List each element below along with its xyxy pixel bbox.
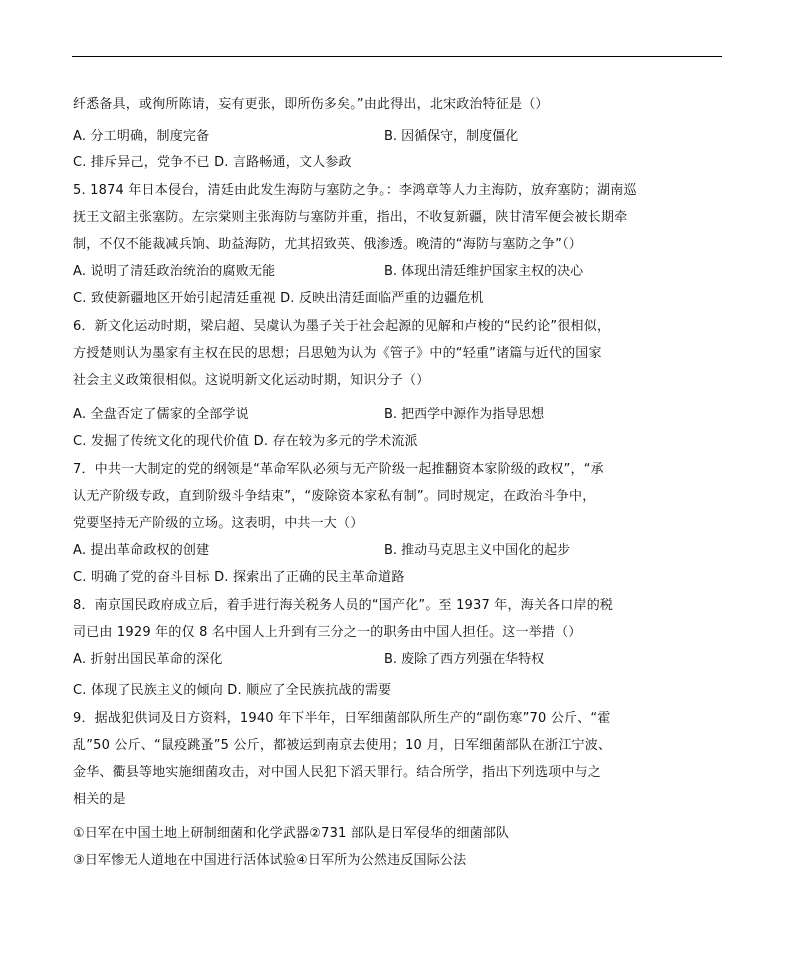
q7-stem-line3: 党要坚持无产阶级的立场。这表明，中共一大（）: [73, 516, 364, 531]
q9-stem-line3: 金华、衢县等地实施细菌攻击，对中国人民犯下滔天罪行。结合所学，指出下列选项中与之: [73, 765, 602, 780]
q6-option-cd: C. 发掘了传统文化的现代价值 D. 存在较为多元的学术流派: [73, 434, 418, 449]
q6-stem-line1: 6．新文化运动时期，梁启超、吴虞认为墨子关于社会起源的见解和卢梭的“民约论”很相似，: [73, 319, 611, 334]
q9-options-3-4: ③日军惨无人道地在中国进行活体试验④日军所为公然违反国际公法: [73, 853, 467, 868]
q9-options-1-2: ①日军在中国土地上研制细菌和化学武器②731 部队是日军侵华的细菌部队: [73, 826, 510, 841]
q7-option-a: A. 提出革命政权的创建: [73, 543, 210, 558]
q9-stem-line1: 9．据战犯供词及日方资料，1940 年下半年，日军细菌部队所生产的“副伤寒”70 公斤、“霍: [73, 711, 611, 726]
header-rule: [72, 56, 722, 57]
q4-stem-tail: 纤悉备具，或徇所陈请，妄有更张，即所伤多矣。”由此得出，北宋政治特征是（）: [73, 97, 549, 112]
q8-stem-line2: 司已由 1929 年的仅 8 名中国人上升到有三分之一的职务由中国人担任。这一举措（）: [73, 625, 582, 640]
q9-stem-line2: 乱”50 公斤、“鼠疫跳蚤”5 公斤，都被运到南京去使用；10 月，日军细菌部队在浙江宁波、: [73, 738, 612, 753]
q7-option-cd: C. 明确了党的奋斗目标 D. 探索出了正确的民主革命道路: [73, 570, 405, 585]
q6-stem-line3: 社会主义政策很相似。这说明新文化运动时期，知识分子（）: [73, 373, 430, 388]
q5-stem-line3: 制，不仅不能裁减兵饷、助益海防，尤其招致英、俄渗透。晚清的“海防与塞防之争”（）: [73, 237, 582, 252]
q7-option-b: B. 推动马克思主义中国化的起步: [384, 543, 571, 558]
q6-option-b: B. 把西学中源作为指导思想: [384, 407, 545, 422]
q8-option-cd: C. 体现了民族主义的倾向 D. 顺应了全民族抗战的需要: [73, 683, 392, 698]
q8-option-b: B. 废除了西方列强在华特权: [384, 652, 545, 667]
q9-stem-line4: 相关的是: [73, 792, 126, 807]
q5-stem-line1: 5. 1874 年日本侵台，清廷由此发生海防与塞防之争。：李鸿章等人力主海防，放弃塞防；湖南巡: [73, 183, 637, 198]
q6-option-a: A. 全盘否定了儒家的全部学说: [73, 407, 249, 422]
q7-stem-line1: 7．中共一大制定的党的纲领是“革命军队必须与无产阶级一起推翻资本家阶级的政权”，“承: [73, 462, 604, 477]
q5-option-cd: C. 致使新疆地区开始引起清廷重视 D. 反映出清廷面临严重的边疆危机: [73, 291, 484, 306]
q8-stem-line1: 8．南京国民政府成立后，着手进行海关税务人员的“国产化”。至 1937 年，海关各口岸的税: [73, 598, 614, 613]
q5-option-b: B. 体现出清廷维护国家主权的决心: [384, 264, 584, 279]
q7-stem-line2: 认无产阶级专政，直到阶级斗争结束”，“废除资本家私有制”。同时规定，在政治斗争中，: [73, 489, 596, 504]
q4-option-b: B. 因循保守，制度僵化: [384, 129, 519, 144]
q4-option-cd: C. 排斥异己，党争不已 D. 言路畅通，文人参政: [73, 155, 352, 170]
q5-option-a: A. 说明了清廷政治统治的腐败无能: [73, 264, 276, 279]
q6-stem-line2: 方授楚则认为墨家有主权在民的思想；吕思勉为认为《管子》中的“轻重”诸篇与近代的国家: [73, 346, 602, 361]
q5-stem-line2: 抚王文韶主张塞防。左宗棠则主张海防与塞防并重，指出，不收复新疆，陕甘清军便会被长期牵: [73, 210, 628, 225]
q4-option-a: A. 分工明确，制度完备: [73, 129, 210, 144]
q8-option-a: A. 折射出国民革命的深化: [73, 652, 223, 667]
